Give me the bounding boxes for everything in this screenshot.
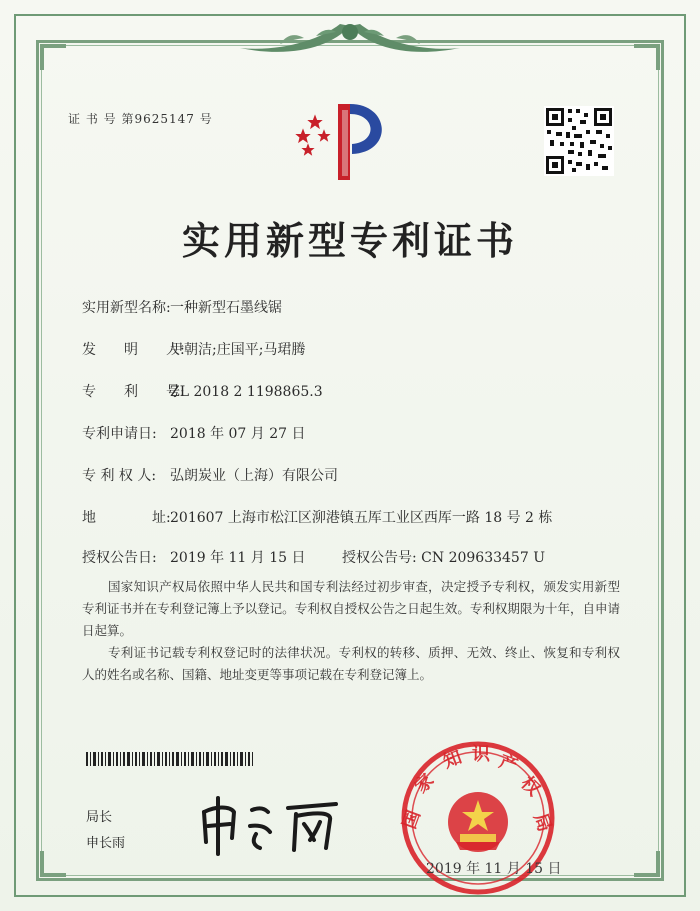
field-label: 地 址: (82, 510, 171, 526)
qr-code-icon (544, 106, 614, 176)
certificate-title: 实用新型专利证书 (181, 218, 518, 263)
cert-no-prefix: 第 (121, 112, 135, 126)
field-grant-number (342, 547, 545, 567)
barcode-icon (86, 752, 256, 766)
director-name: 申长雨 (86, 836, 126, 851)
svg-text:局: 局 (529, 810, 556, 835)
field-address (82, 507, 552, 527)
field-label: 授权公告日: (82, 550, 157, 566)
field-value: 2019 年 11 月 15 日 (170, 550, 306, 566)
corner-ornament-icon (36, 841, 76, 881)
svg-text:知: 知 (440, 746, 465, 773)
cert-no-label: 证 书 号 (68, 112, 117, 126)
corner-ornament-icon (624, 841, 664, 881)
svg-text:国: 国 (398, 807, 425, 832)
field-value: CN 209633457 U (421, 550, 545, 566)
notice-paragraph-2: 专利证书记载专利权登记时的法律状况。专利权的转移、质押、无效、终止、恢复和专利权人的姓名或名称、国籍、地址变更等事项记载在专利登记簿上。 (82, 645, 620, 682)
field-patent-holder (82, 465, 338, 485)
field-label: 授权公告号: (342, 550, 417, 566)
field-value: 尹朝洁;庄国平;马珺腾 (170, 342, 306, 358)
field-value: 201607 上海市松江区泖港镇五厍工业区西厍一路 18 号 2 栋 (170, 510, 553, 526)
field-label: 专 利 号: (82, 384, 185, 400)
notice-paragraph-1: 国家知识产权局依照中华人民共和国专利法经过初步审查，决定授予专利权，颁发实用新型专利证书并在专利登记簿上予以登记。专利权自授权公告之日起生效。专利权期限为十年，自申请日起算。 (82, 579, 620, 638)
top-ornament-icon (220, 18, 480, 64)
corner-ornament-icon (36, 40, 76, 80)
director-signature-icon (196, 790, 346, 860)
field-value: 一种新型石墨线锯 (170, 300, 282, 316)
cert-no-suffix: 号 (199, 112, 213, 126)
field-application-date (82, 423, 306, 443)
field-label: 专利申请日: (82, 426, 157, 442)
field-label: 专 利 权 人: (82, 468, 157, 484)
director-title: 局长 (86, 810, 113, 825)
corner-ornament-icon (624, 40, 664, 80)
cert-no-value: 9625147 (134, 112, 195, 126)
seal-date: 2019 年 11 月 15 日 (426, 861, 562, 877)
patent-office-logo-icon (290, 96, 400, 186)
svg-text:家: 家 (410, 769, 439, 798)
svg-text:识: 识 (472, 744, 490, 765)
field-label: 实用新型名称: (82, 300, 171, 316)
field-grant-date (82, 547, 306, 567)
field-value: 弘朗炭业（上海）有限公司 (170, 468, 338, 484)
svg-text:产: 产 (496, 750, 521, 777)
field-inventor (82, 339, 305, 359)
svg-text:权: 权 (516, 772, 545, 801)
field-utility-model-name (82, 297, 282, 317)
field-value: ZL 2018 2 1198865.3 (170, 384, 323, 400)
field-label: 发 明 人: (82, 342, 185, 358)
field-patent-number (82, 381, 323, 401)
certificate-number (68, 110, 213, 127)
field-value: 2018 年 07 月 27 日 (170, 426, 306, 442)
